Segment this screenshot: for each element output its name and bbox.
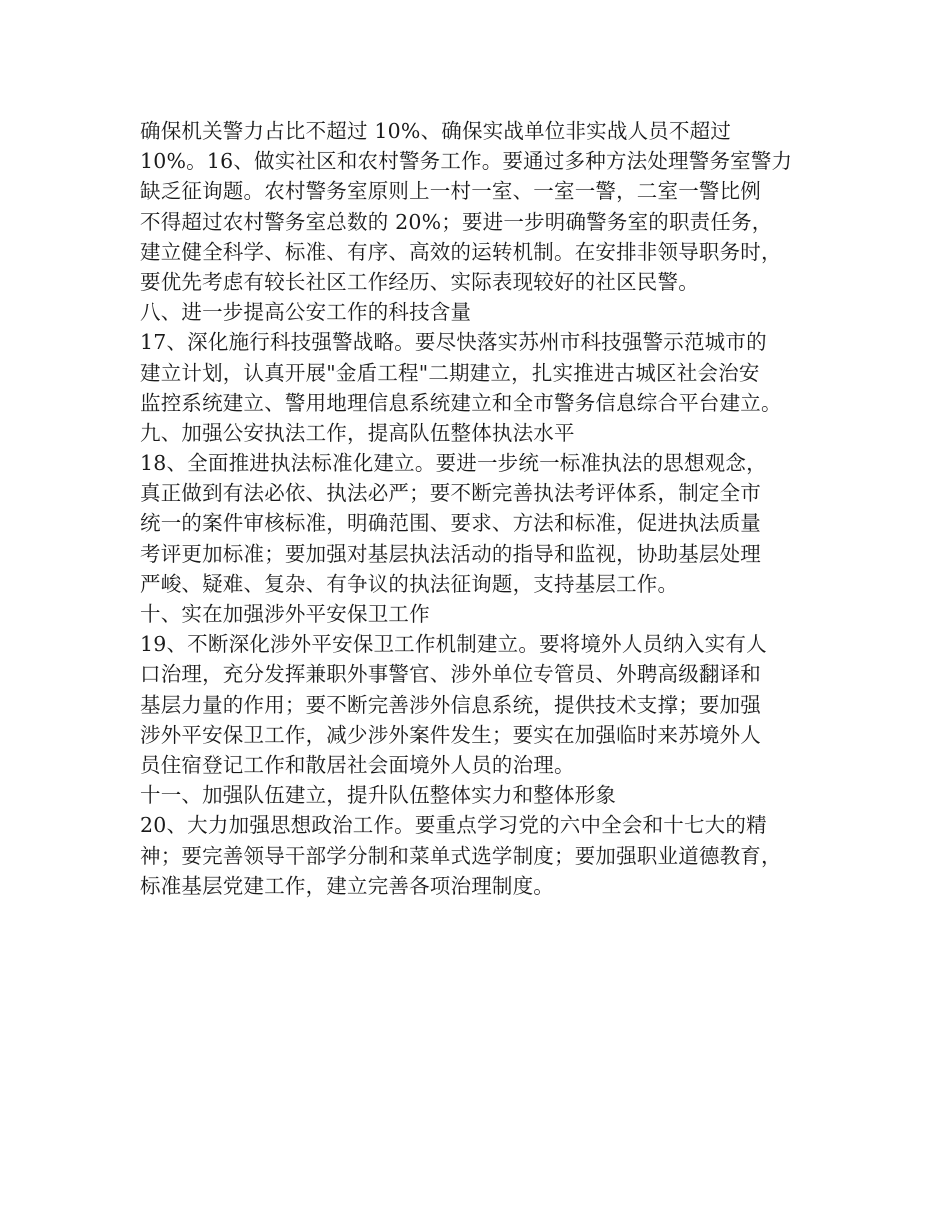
section-heading: 八、进一步提高公安工作的科技含量 (140, 300, 472, 325)
text-line: 17、深化施行科技强警战略。要尽快落实苏州市科技强警示范城市的 (140, 330, 767, 355)
section-heading: 九、加强公安执法工作，提高队伍整体执法水平 (140, 420, 575, 445)
section-heading: 十、实在加强涉外平安保卫工作 (140, 602, 430, 626)
text-line: 不得超过农村警务室总数的 20%；要进一步明确警务室的职责任务， (140, 209, 773, 234)
text-line: 真正做到有法必依、执法必严；要不断完善执法考评体系，制定全市 (140, 481, 761, 506)
text-line: 10%。16、做实社区和农村警务工作。要通过多种方法处理警务室警力 (140, 149, 793, 174)
text-line: 统一的案件审核标准，明确范围、要求、方法和标准，促进执法质量 (140, 511, 761, 536)
document-body (140, 116, 840, 901)
text-line: 涉外平安保卫工作，减少涉外案件发生；要实在加强临时来苏境外人 (140, 722, 761, 747)
section-heading: 十一、加强队伍建立，提升队伍整体实力和整体形象 (140, 783, 617, 808)
text-line: 18、全面推进执法标准化建立。要进一步统一标准执法的思想观念， (140, 451, 767, 476)
text-line: 缺乏征询题。农村警务室原则上一村一室、一室一警，二室一警比例 (140, 179, 761, 204)
text-line: 19、不断深化涉外平安保卫工作机制建立。要将境外人员纳入实有人 (140, 632, 767, 657)
text-line: 员住宿登记工作和散居社会面境外人员的治理。 (140, 752, 575, 777)
text-line: 严峻、疑难、复杂、有争议的执法征询题，支持基层工作。 (140, 571, 679, 596)
text-line: 神；要完善领导干部学分制和菜单式选学制度；要加强职业道德教育， (140, 843, 782, 868)
text-line: 确保机关警力占比不超过 10%、确保实战单位非实战人员不超过 (140, 119, 732, 143)
text-line: 建立健全科学、标准、有序、高效的运转机制。在安排非领导职务时， (140, 239, 782, 264)
text-line: 标准基层党建工作，建立完善各项治理制度。 (140, 873, 554, 898)
text-line: 考评更加标准；要加强对基层执法活动的指导和监视，协助基层处理 (140, 541, 761, 566)
text-line: 要优先考虑有较长社区工作经历、实际表现较好的社区民警。 (140, 269, 699, 294)
text-line: 建立计划，认真开展"金盾工程"二期建立，扎实推进古城区社会治安 (140, 360, 760, 385)
text-line: 20、大力加强思想政治工作。要重点学习党的六中全会和十七大的精 (140, 813, 767, 838)
text-line: 基层力量的作用；要不断完善涉外信息系统，提供技术支撑；要加强 (140, 692, 761, 717)
text-line: 口治理，充分发挥兼职外事警官、涉外单位专管员、外聘高级翻译和 (140, 662, 761, 687)
text-line: 监控系统建立、警用地理信息系统建立和全市警务信息综合平台建立。 (140, 390, 782, 415)
